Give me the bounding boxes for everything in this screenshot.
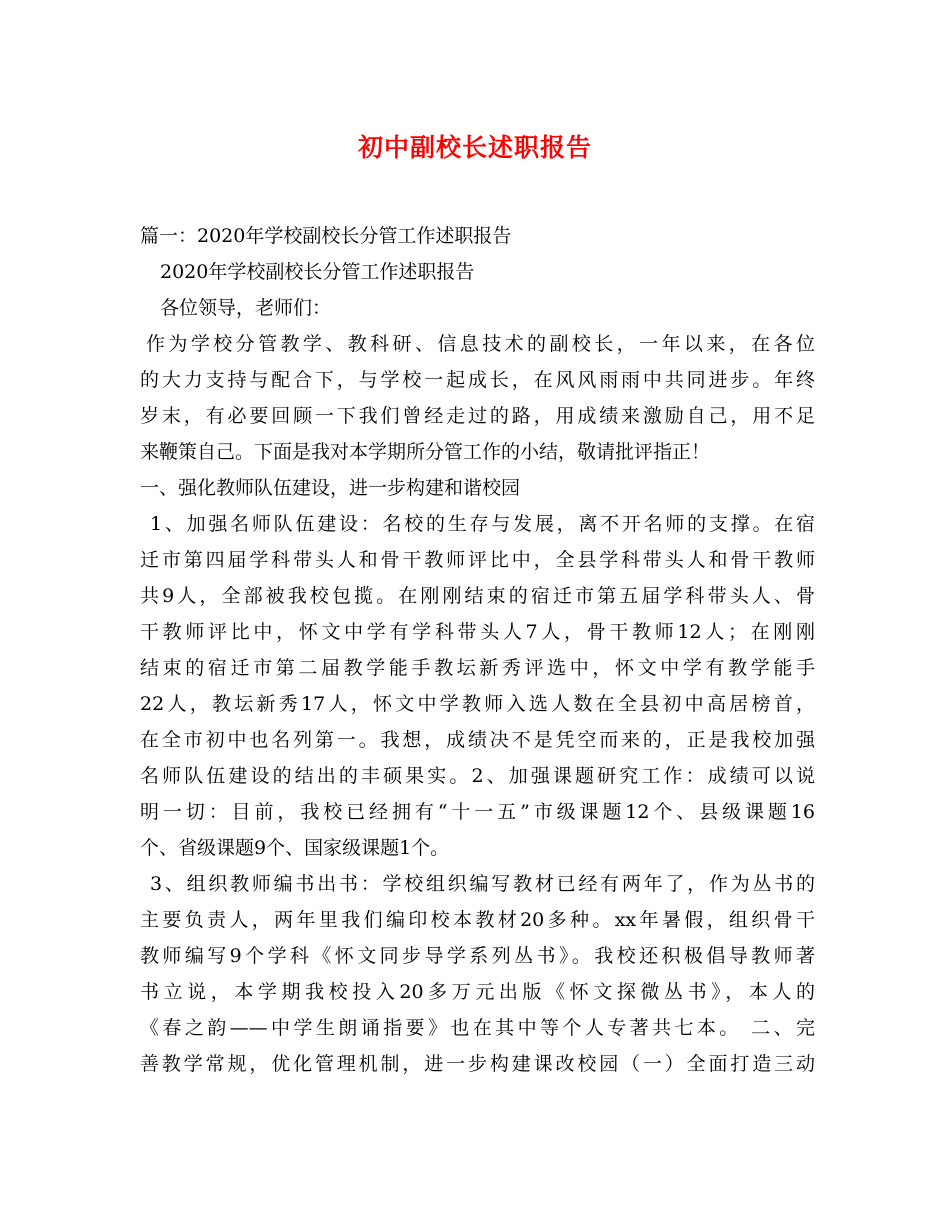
paragraph-line: 迁市第四届学科带头人和骨干教师评比中，全县学科带头人和骨干教师 (140, 549, 815, 571)
paragraph-line: 个、省级课题9个、国家级课题1个。 (140, 837, 450, 859)
paragraph-line: 来鞭策自己。下面是我对本学期所分管工作的小结，敬请批评指正！ (140, 441, 711, 463)
paragraph-line: 《春之韵——中学生朗诵指要》也在其中等个人专著共七本。 二、完 (140, 1017, 815, 1039)
paragraph-line: 的大力支持与配合下，与学校一起成长，在风风雨雨中共同进步。年终 (140, 369, 815, 391)
document-body (140, 218, 815, 1082)
paragraph-line: 书立说，本学期我校投入20多万元出版《怀文探微丛书》，本人的 (140, 981, 815, 1003)
paragraph-line: 1、加强名师队伍建设：名校的生存与发展，离不开名师的支撑。在宿 (150, 513, 815, 535)
paragraph-line: 明一切：目前，我校已经拥有“十一五”市级课题12个、县级课题16 (140, 801, 815, 823)
paragraph-line: 3、组织教师编书出书：学校组织编写教材已经有两年了，作为丛书的 (150, 873, 815, 895)
salutation-line: 各位领导，老师们： (160, 297, 332, 319)
paragraph-line: 22人，教坛新秀17人，怀文中学教师入选人数在全县初中高居榜首， (140, 693, 815, 715)
paragraph-line: 善教学常规，优化管理机制，进一步构建课改校园（一）全面打造三动 (140, 1053, 815, 1075)
paragraph-line: 结束的宿迁市第二届教学能手教坛新秀评选中，怀文中学有教学能手 (140, 657, 815, 679)
paragraph-line: 主要负责人，两年里我们编印校本教材20多种。xx年暑假，组织骨干 (140, 909, 815, 931)
paragraph-line: 共9人，全部被我校包揽。在刚刚结束的宿迁市第五届学科带头人、骨 (140, 585, 815, 607)
paragraph-line: 教师编写9个学科《怀文同步导学系列丛书》。我校还积极倡导教师著 (140, 945, 815, 967)
paragraph-line: 干教师评比中，怀文中学有学科带头人7人，骨干教师12人；在刚刚 (140, 621, 815, 643)
paragraph-line: 在全市初中也名列第一。我想，成绩决不是凭空而来的，正是我校加强 (140, 729, 815, 751)
document-title: 初中副校长述职报告 (357, 133, 592, 162)
section-heading-2: 一、强化教师队伍建设，进一步构建和谐校园 (140, 477, 521, 499)
subtitle-line: 2020年学校副校长分管工作述职报告 (160, 261, 475, 283)
paragraph-line: 作为学校分管教学、教科研、信息技术的副校长，一年以来，在各位 (146, 333, 815, 355)
paragraph-line: 名师队伍建设的结出的丰硕果实。2、加强课题研究工作：成绩可以说 (140, 765, 815, 787)
paragraph-line: 岁末，有必要回顾一下我们曾经走过的路，用成绩来激励自己，用不足 (140, 405, 815, 427)
section-heading-1: 篇一：2020年学校副校长分管工作述职报告 (140, 225, 512, 247)
